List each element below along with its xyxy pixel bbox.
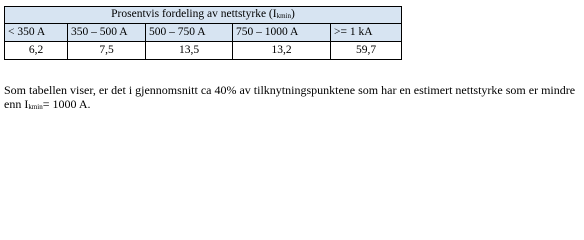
value-cell: 59,7 bbox=[331, 42, 402, 60]
value-cell: 7,5 bbox=[68, 42, 146, 60]
header-cell: 750 – 1000 A bbox=[233, 24, 331, 42]
value-cell: 6,2 bbox=[5, 42, 68, 60]
table-value-row bbox=[5, 42, 402, 60]
table-title bbox=[5, 7, 402, 24]
header-cell: < 350 A bbox=[5, 24, 68, 42]
paragraph-text-end: = 1000 A. bbox=[42, 97, 91, 111]
paragraph-text: Som tabellen viser, er det i gjennomsnitt ca 40% av tilknytningspunktene som har en estimert nettstyrke som er mindre enn I bbox=[4, 83, 576, 111]
table-title-close: ) bbox=[290, 8, 295, 21]
value-cell: 13,2 bbox=[233, 42, 331, 60]
table-title-subscript: kmin bbox=[276, 12, 291, 21]
value-cell: 13,5 bbox=[146, 42, 233, 60]
table-title-row bbox=[5, 7, 402, 24]
header-cell: 350 – 500 A bbox=[68, 24, 146, 42]
body-paragraph bbox=[4, 83, 580, 114]
header-cell: 500 – 750 A bbox=[146, 24, 233, 42]
distribution-table bbox=[4, 6, 402, 60]
header-cell: >= 1 kA bbox=[331, 24, 402, 42]
table-header-row bbox=[5, 24, 402, 42]
paragraph-subscript: kmin bbox=[28, 103, 43, 111]
table-title-text: Prosentvis fordeling av nettstyrke (I bbox=[111, 8, 277, 21]
